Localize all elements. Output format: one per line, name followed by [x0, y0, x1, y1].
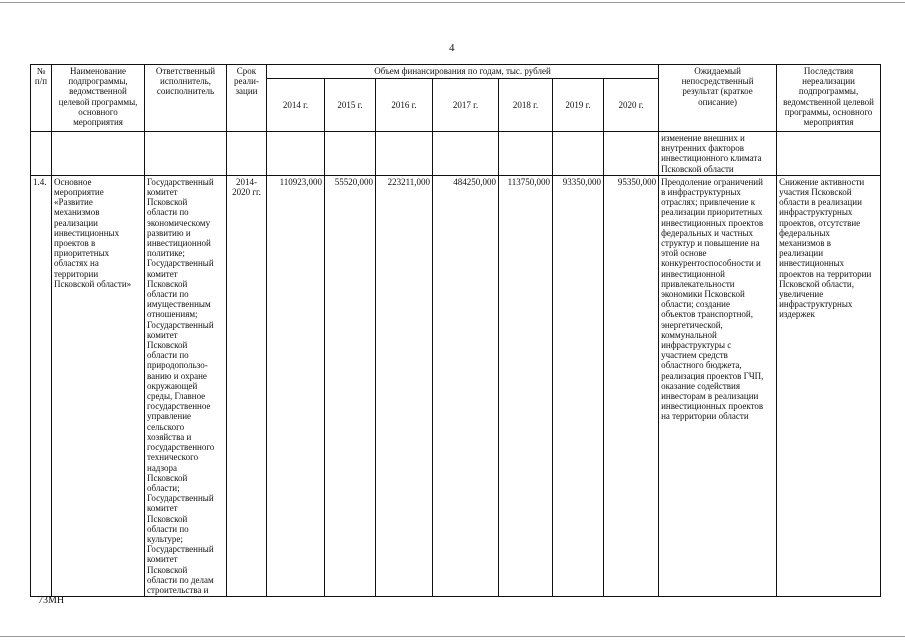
cont-cell-executor — [145, 132, 227, 176]
page-number: 4 — [449, 42, 455, 54]
header-num: № п/п — [31, 65, 52, 132]
cont-cell-2017 — [433, 132, 499, 176]
cont-cell-num — [31, 132, 52, 176]
header-year-2017: 2017 г. — [433, 79, 499, 132]
header-year-2016: 2016 г. — [376, 79, 433, 132]
continuation-row — [31, 132, 881, 176]
row-executor: Государственный комитет Псковской области по экономическому развитию и инвестиционной политике; Государственный комитет Псковской области по имущественным отношениям; Государственный комитет Псковской области по природопользо- ванию и охране окружающей среды, Главное государственное управление сельского хозяйства и государственного технического надзора Псковской области; Государственный комитет Псковской области по культуре; Государственный комитет Псковской области по делам строительства и — [145, 175, 227, 596]
row-consequences: Снижение активности участия Псковской области в реализации инфраструктурных проектов, отсутствие федеральных механизмов в реализации инвестиционных проектов на территории Псковской области, увеличение инфраструктурных издержек — [777, 175, 881, 596]
cont-cell-2015 — [325, 132, 376, 176]
header-year-2015: 2015 г. — [325, 79, 376, 132]
scan-edge-top — [0, 2, 905, 3]
row-value-2018: 113750,000 — [499, 175, 553, 596]
row-name: Основное мероприятие «Развитие механизмов реализации инвестиционных проектов в приоритетных областях на территории Псковской области» — [52, 175, 145, 596]
cont-cell-2016 — [376, 132, 433, 176]
row-value-2014: 110923,000 — [267, 175, 325, 596]
header-executor: Ответственный исполнитель, соисполнитель — [145, 65, 227, 132]
header-year-2014: 2014 г. — [267, 79, 325, 132]
header-name: Наименование подпрограммы, ведомственной целевой программы, основного мероприятия — [52, 65, 145, 132]
row-value-2016: 223211,000 — [376, 175, 433, 596]
header-expected-result: Ожидаемый непосредственный результат (краткое описание) — [659, 65, 777, 132]
header-year-2018: 2018 г. — [499, 79, 553, 132]
header-consequences: Последствия нереализации подпрограммы, ведомственной целевой программы, основного мероприятия — [777, 65, 881, 132]
header-year-2020: 2020 г. — [604, 79, 659, 132]
table-row — [31, 175, 881, 596]
cont-cell-2019 — [553, 132, 604, 176]
row-num: 1.4. — [31, 175, 52, 596]
header-row-1 — [31, 65, 881, 79]
row-expected-result: Преодоление ограничений в инфраструктурных отраслях; привлечение к реализации приоритетных инвестиционных проектов федеральных и частных структур и повышение на этой основе конкурентоспособности и инвестиционной привлекательности экономики Псковской области; создание объектов транспортной, энергетической, коммунальной инфраструктуры с участием средств областного бюджета, реализация проектов ГЧП, оказание содействия инвесторам в реализации инвестиционных проектов на территории области — [659, 175, 777, 596]
header-year-2019: 2019 г. — [553, 79, 604, 132]
row-value-2015: 55520,000 — [325, 175, 376, 596]
cont-cell-term — [227, 132, 267, 176]
row-value-2020: 95350,000 — [604, 175, 659, 596]
footer-code: 73МН — [38, 595, 65, 606]
cont-cell-name — [52, 132, 145, 176]
cont-cell-consequences — [777, 132, 881, 176]
row-value-2019: 93350,000 — [553, 175, 604, 596]
cont-cell-2018 — [499, 132, 553, 176]
header-funding-group: Объем финансирования по годам, тыс. рублей — [267, 65, 659, 79]
program-table — [30, 64, 881, 597]
header-term: Срок реали- зации — [227, 65, 267, 132]
row-term: 2014- 2020 гг. — [227, 175, 267, 596]
cont-cell-2014 — [267, 132, 325, 176]
row-value-2017: 484250,000 — [433, 175, 499, 596]
cont-cell-expected-result: изменение внешних и внутренних факторов инвестиционного климата Псковской области — [659, 132, 777, 176]
cont-cell-2020 — [604, 132, 659, 176]
scan-edge-bottom — [0, 636, 905, 637]
